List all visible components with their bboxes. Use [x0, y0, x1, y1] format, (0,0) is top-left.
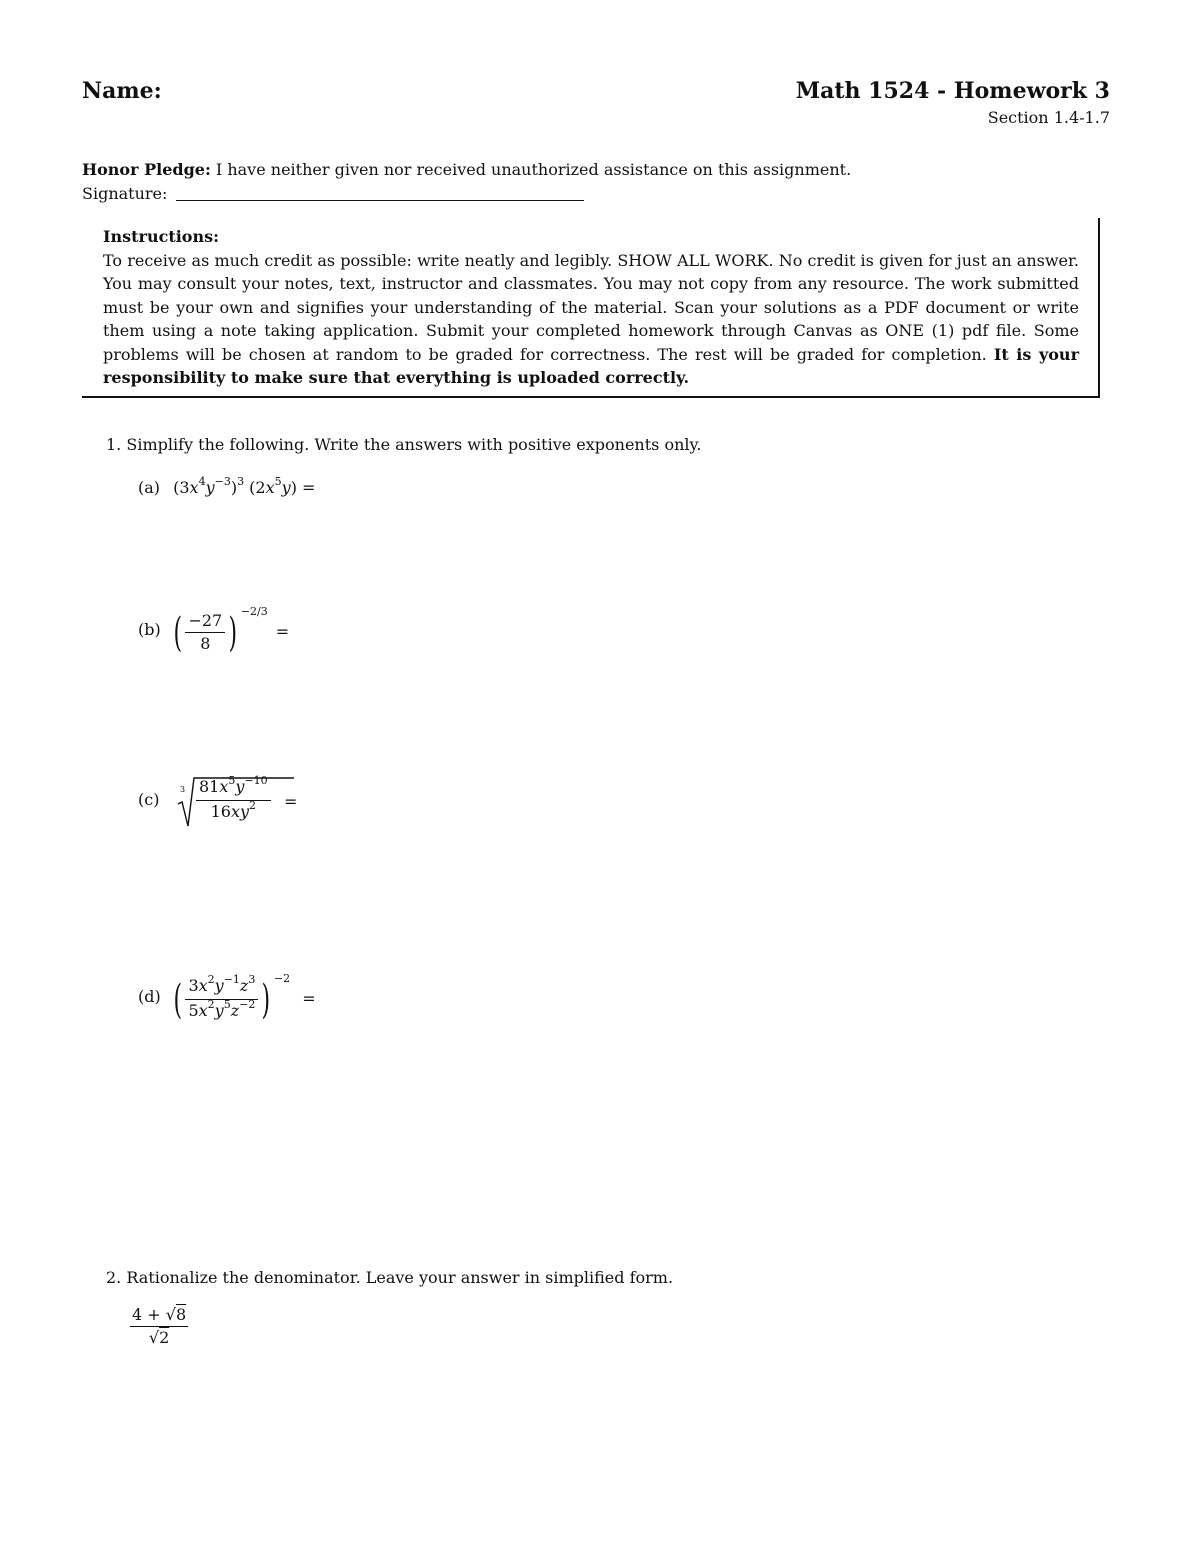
fraction-c: $\frac{81x^5y^{-10}}{16xy^2}$: [196, 776, 271, 825]
problem-1c: (c) 3 $\frac{81x^5y^{-10}}{16xy^2}$ =: [138, 772, 159, 791]
name-label: Name:: [82, 78, 162, 104]
left-paren: (: [173, 609, 182, 656]
course-title: Math 1524 - Homework 3: [795, 78, 1110, 104]
problem-1b: [138, 605, 290, 656]
problem-1a: [138, 475, 316, 497]
expression-a: $(3x^4y^{-3})^3$ $(2x^5y)$ =: [173, 475, 316, 497]
honor-pledge-text: I have neither given nor received unauthorized assistance on this assignment.: [210, 160, 852, 179]
problem-2-number: 2.: [106, 1268, 122, 1287]
fraction-b: $\frac{-27}{8}$: [185, 610, 225, 655]
instructions-heading: Instructions:: [103, 227, 220, 246]
signature-label: Signature:: [82, 184, 168, 203]
part-label-b: (b): [138, 620, 161, 639]
signature-line[interactable]: [176, 200, 584, 201]
problem-1d: [138, 972, 316, 1024]
left-paren-d: (: [173, 976, 182, 1023]
expression-b: ( $\frac{-27}{8}$ ) $^{-2/3}$=: [173, 605, 290, 656]
honor-pledge: [82, 160, 851, 179]
expression-2: [130, 1304, 188, 1349]
problem-1-text: Simplify the following. Write the answers with positive exponents only.: [126, 435, 702, 454]
problem-1: [106, 435, 702, 454]
instructions-body: [103, 249, 1079, 389]
fraction-2: $\frac{4 + √8}{√2}$: [132, 1305, 187, 1347]
problem-1-number: 1.: [106, 435, 122, 454]
expression-d: ( $\frac{3x^2y^{-1}z^3}{5x^2y^5z^{-2}}$ ) $^{-2}$=: [173, 972, 316, 1023]
honor-pledge-label: Honor Pledge:: [82, 160, 211, 179]
instructions-bold-text: It is your responsibility to make sure that everything is uploaded correctly.: [103, 344, 1079, 388]
problem-2: [106, 1268, 673, 1287]
section-label: Section 1.4-1.7: [987, 108, 1110, 127]
svg-text:3: 3: [180, 785, 186, 794]
part-label-c: (c): [138, 790, 160, 809]
part-label-d: (d): [138, 987, 161, 1006]
right-paren: ): [228, 609, 238, 656]
instructions-text: To receive as much credit as possible: write neatly and legibly. SHOW ALL WORK. No credit is given for just an answer. You may consult your notes, text, instructor and classmates. You may not copy from any resource. The work submitted must be your own and signifies your understanding of the material. Scan your solutions as a PDF document or write them using a note taking application. Submit your completed homework through Canvas as ONE (1) pdf file. Some problems will be chosen at random to be graded for correctness. The rest will be graded for completion.: [103, 251, 1079, 364]
part-label-a: (a): [138, 478, 161, 497]
right-paren-d: ): [261, 976, 271, 1023]
problem-2-text: Rationalize the denominator. Leave your answer in simplified form.: [126, 1268, 674, 1287]
fraction-d: $\frac{3x^2y^{-1}z^3}{5x^2y^5z^{-2}}$: [185, 975, 258, 1024]
